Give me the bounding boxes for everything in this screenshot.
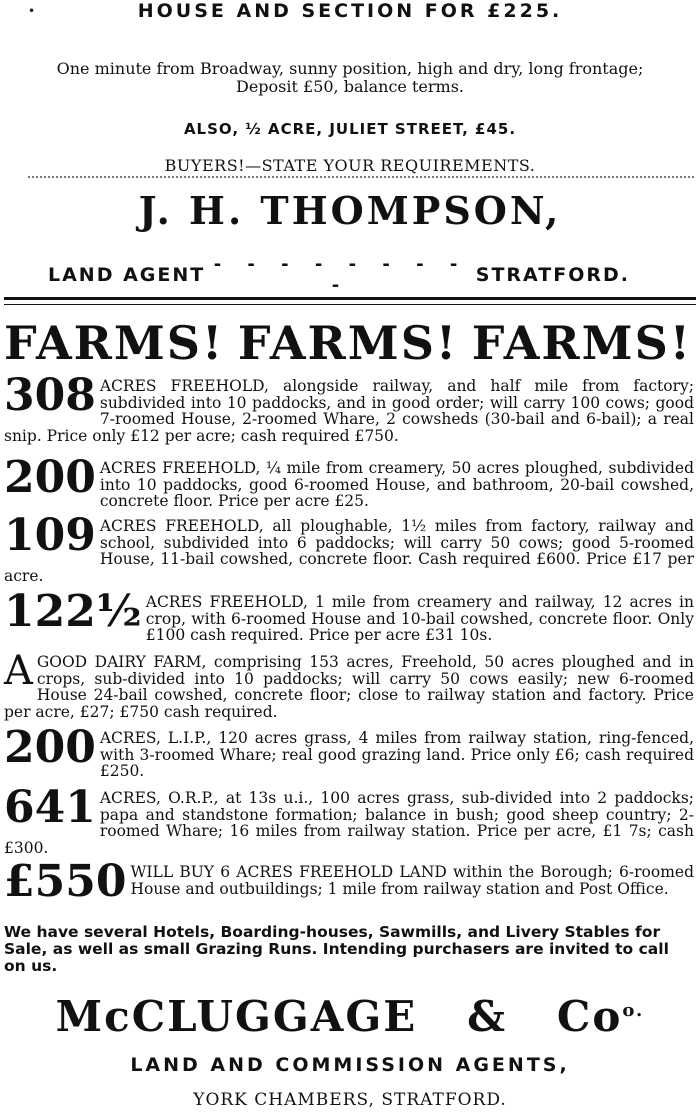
farms-word-3: FARMS! <box>471 316 692 370</box>
listing-number: 641 <box>4 782 96 833</box>
listing-641-acres <box>4 782 694 857</box>
listing-text: WILL BUY 6 ACRES FREEHOLD LAND within the Borough; 6-roomed House and outbuildings; 1 mile from railway station and Post Office. <box>130 863 694 898</box>
firm-subtitle: LAND AND COMMISSION AGENTS, <box>130 1054 570 1076</box>
house-section-heading: HOUSE AND SECTION FOR £225. <box>137 0 563 22</box>
buyers-requirements-line: BUYERS!—STATE YOUR REQUIREMENTS. <box>164 156 536 175</box>
listing-200-acres-lip <box>4 722 694 780</box>
listing-number: £550 <box>4 856 127 907</box>
listing-text: ACRES, O.R.P., at 13s u.i., 100 acres grass, sub-divided into 2 paddocks; papa and standstone formation; balance in bush; good sheep country; 2-roomed Whare; 16 miles from railway station. Price per acre, £1 7s; cash £300. <box>4 789 694 857</box>
farms-word-1: FARMS! <box>4 316 225 370</box>
farms-heading <box>4 316 692 370</box>
firm-ampersand: & <box>467 992 508 1041</box>
listing-550-pounds <box>4 856 694 907</box>
listing-200-acres-freehold <box>4 452 694 510</box>
firm-co: Co <box>556 992 623 1041</box>
listing-text: GOOD DAIRY FARM, comprising 153 acres, Freehold, 50 acres ploughed and in crops, sub-divided into 10 paddocks; will carry 50 cows easily; new 6-roomed House 24-bail cowshed, concrete floor; close to railway station and factory. Price per acre, £27; £750 cash required. <box>4 653 694 721</box>
house-description <box>0 60 700 96</box>
double-rule-thin <box>4 304 696 305</box>
listing-text: ACRES FREEHOLD, 1 mile from creamery and railway, 12 acres in crop, with 6-roomed House and 10-bail cowshed, concrete floor. Only £100 cash required. Price per acre £31 10s. <box>145 593 694 644</box>
firm-name <box>0 992 700 1041</box>
listing-text: ACRES FREEHOLD, all ploughable, 1½ miles from factory, railway and school, subdivided into 6 paddocks; will carry 50 cows; good 5-roomed House, 11-bail cowshed, concrete floor. Cash required £600. Price £17 per acre. <box>4 517 694 585</box>
listing-text: ACRES, L.I.P., 120 acres grass, 4 miles from railway station, ring-fenced, with 3-roomed Whare; real good grazing land. Price only £6; cash required £250. <box>99 729 694 780</box>
firm-address: YORK CHAMBERS, STRATFORD. <box>193 1090 507 1110</box>
farms-word-2: FARMS! <box>237 316 459 370</box>
listing-initial: A <box>4 648 33 694</box>
listing-308-acres <box>4 370 694 445</box>
listing-number: 122½ <box>4 586 142 637</box>
listing-text: ACRES FREEHOLD, ¼ mile from creamery, 50 acres ploughed, subdivided into 10 paddocks, good 6-roomed House, and bathroom, 20-bail cowshed, concrete floor. Price per acre £25. <box>99 459 694 510</box>
double-rule-thick <box>4 297 696 300</box>
hotels-notice: We have several Hotels, Boarding-houses, Sawmills, and Livery Stables for Sale, as well as small Grazing Runs. Intending purchasers are invited to call on us. <box>4 923 669 975</box>
listing-number: 200 <box>4 722 96 773</box>
listing-number: 200 <box>4 452 96 503</box>
stratford-label: STRATFORD. <box>475 264 630 286</box>
dotted-divider <box>28 176 694 186</box>
also-juliet-street-line: ALSO, ½ ACRE, JULIET STREET, £45. <box>183 120 517 138</box>
listing-text: ACRES FREEHOLD, alongside railway, and half mile from factory; subdivided into 10 paddocks, and in good order; will carry 100 cows; good 7-roomed House, 2-roomed Whare, 2 cowsheds (30-bail and 6-bail); a real snip. Price only £12 per acre; cash required £750. <box>4 377 694 445</box>
land-agent-row <box>48 254 630 296</box>
agent-name: J. H. THOMPSON, <box>138 188 562 233</box>
listing-dairy-farm <box>4 648 694 721</box>
listing-number: 308 <box>4 370 96 421</box>
firm-name-main: McCLUGGAGE <box>55 992 418 1041</box>
listing-109-acres <box>4 510 694 585</box>
bullet-dot: • <box>28 4 36 18</box>
firm-co-superscript: o. <box>622 1000 645 1021</box>
listing-number: 109 <box>4 510 96 561</box>
description-line-1: One minute from Broadway, sunny position, high and dry, long frontage; <box>56 59 644 78</box>
listing-122-acres <box>4 586 694 644</box>
description-line-2: Deposit £50, balance terms. <box>236 77 464 96</box>
leader-dashes: - - - - - - - - - <box>213 254 468 296</box>
land-agent-label: LAND AGENT <box>48 264 206 286</box>
